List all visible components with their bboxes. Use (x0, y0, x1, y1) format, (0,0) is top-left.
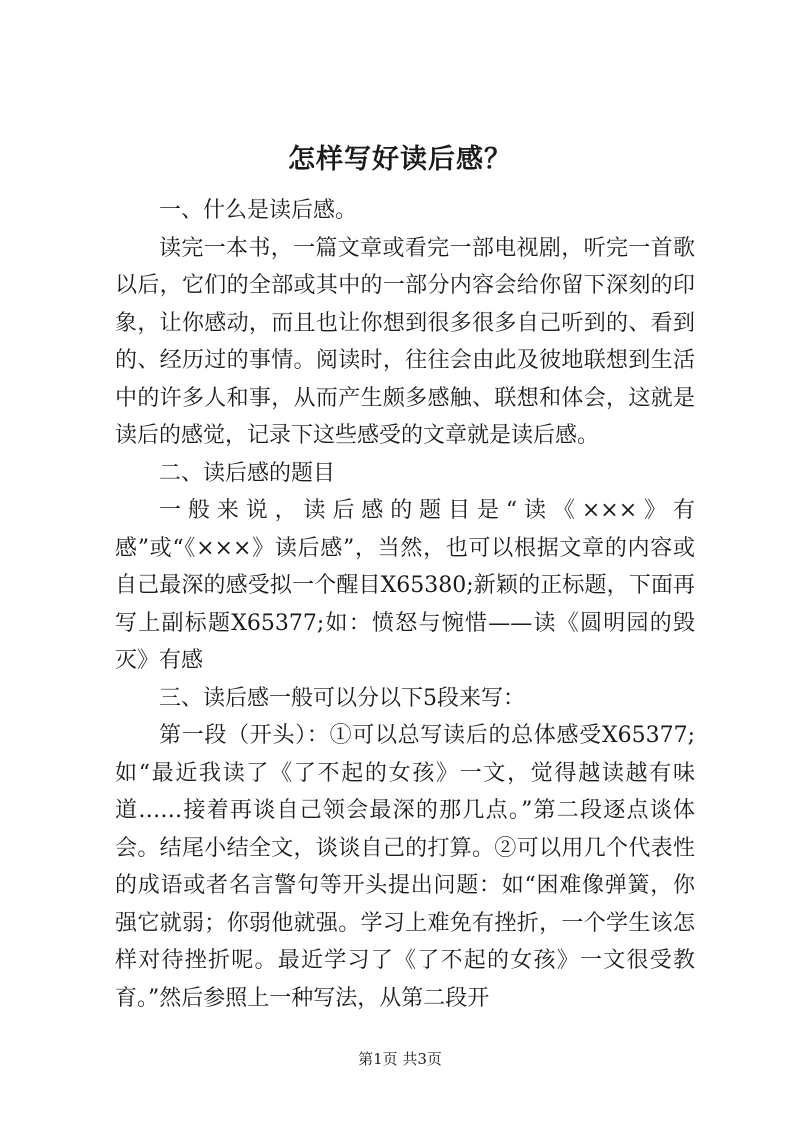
paragraph-first-section: 第一段（开头）：①可以总写读后的总体感受X65377;如“最近我读了《了不起的女孩》一文，觉得越读越有味道……接着再谈自己领会最深的那几点。”第二段逐点谈体会。结尾小结全文，谈谈自己的打算。②可以用几个代表性的成语或者名言警句等开头提出问题：如“困难像弹簧，你强它就弱；你弱他就强。学习上难免有挫折，一个学生该怎样对待挫折呢。最近学习了《了不起的女孩》一文很受教育。”然后参照上一种写法，从第二段开 (115, 723, 695, 1011)
section-heading-1: 一、什么是读后感。 (159, 198, 358, 223)
section-heading-3: 三、读后感一般可以分以下5段来写： (159, 685, 525, 711)
paragraph-definition: 读完一本书，一篇文章或看完一部电视剧，听完一首歌以后，它们的全部或其中的一部分内容会给你留下深刻的印象，让你感动，而且也让你想到很多很多自己听到的、看到的、经历过的事情。阅读时，往往会由此及彼地联想到生活中的许多人和事，从而产生颇多感触、联想和体会，这就是读后的感觉，记录下这些感受的文章就是读后感。 (115, 235, 695, 448)
document-title: 怎样写好读后感？ (288, 144, 512, 175)
paragraph-title-rules: 一般来说，读后感的题目是“读《×××》有感”或“《×××》读后感”，当然，也可以根据文章的内容或自己最深的感受拟一个醒目X65380;新颖的正标题，下面再写上副标题X65377;如：愤怒与惋惜——读《圆明园的毁灭》有感 (115, 498, 695, 673)
page-footer: 第1页 共3页 (358, 1050, 442, 1068)
section-heading-2: 二、读后感的题目 (159, 460, 336, 486)
document-body (115, 192, 695, 1017)
